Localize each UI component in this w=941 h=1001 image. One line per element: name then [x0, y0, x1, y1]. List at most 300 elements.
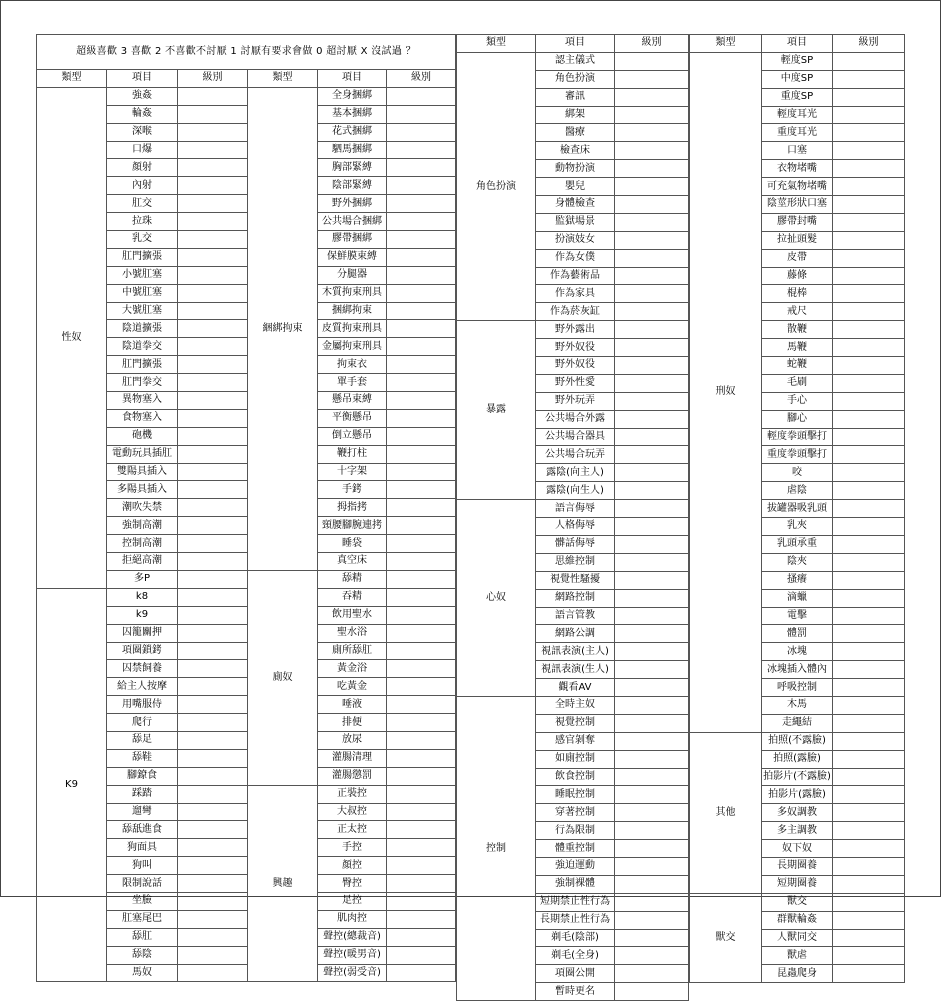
kink-item: 拘束衣	[318, 356, 387, 374]
kink-item: 肛門擴張	[107, 356, 178, 374]
rating-cell[interactable]	[833, 178, 905, 196]
kink-item: 中度SP	[762, 70, 833, 88]
rating-cell[interactable]	[833, 679, 905, 697]
kink-item: 真空床	[318, 553, 387, 571]
rating-cell[interactable]	[615, 285, 689, 303]
rating-cell[interactable]	[178, 749, 248, 767]
rating-cell[interactable]	[178, 535, 248, 553]
rating-cell[interactable]	[387, 767, 456, 785]
kink-item: 短期禁止性行為	[536, 893, 615, 911]
rating-cell[interactable]	[387, 696, 456, 714]
rating-cell[interactable]	[833, 446, 905, 464]
kink-item: 鞭打柱	[318, 445, 387, 463]
kink-item: 木馬	[762, 696, 833, 714]
rating-cell[interactable]	[615, 714, 689, 732]
kink-item: 給主人按摩	[107, 678, 178, 696]
rating-cell[interactable]	[833, 714, 905, 732]
rating-cell[interactable]	[833, 696, 905, 714]
rating-cell[interactable]	[833, 500, 905, 518]
rating-cell[interactable]	[833, 249, 905, 267]
rating-cell[interactable]	[387, 87, 456, 105]
header-row	[690, 35, 905, 53]
rating-cell[interactable]	[387, 946, 456, 964]
rating-cell[interactable]	[615, 142, 689, 160]
rating-cell[interactable]	[615, 374, 689, 392]
rating-cell[interactable]	[833, 893, 905, 911]
rating-cell[interactable]	[615, 607, 689, 625]
kink-item: 重度拳頭擊打	[762, 446, 833, 464]
rating-cell[interactable]	[833, 857, 905, 875]
rating-cell[interactable]	[387, 409, 456, 427]
kink-item: 陰道拳交	[107, 338, 178, 356]
rating-cell[interactable]	[387, 231, 456, 249]
kink-item: 踩踏	[107, 785, 178, 803]
rating-cell[interactable]	[615, 535, 689, 553]
rating-cell[interactable]	[833, 911, 905, 929]
kink-item: 狗叫	[107, 857, 178, 875]
rating-cell[interactable]	[833, 607, 905, 625]
rating-cell[interactable]	[178, 910, 248, 928]
kink-item: 吞精	[318, 588, 387, 606]
rating-cell[interactable]	[387, 731, 456, 749]
rating-cell[interactable]	[615, 553, 689, 571]
rating-cell[interactable]	[387, 374, 456, 392]
kink-item: 剃毛(陰部)	[536, 929, 615, 947]
rating-cell[interactable]	[615, 893, 689, 911]
kink-item: 遛彎	[107, 803, 178, 821]
kink-item: 舔足	[107, 731, 178, 749]
rating-cell[interactable]	[387, 892, 456, 910]
rating-cell[interactable]	[833, 518, 905, 536]
kink-item: 腳鐐食	[107, 767, 178, 785]
rating-cell[interactable]	[833, 124, 905, 142]
kink-item: 放尿	[318, 731, 387, 749]
kink-item: 露陰(向生人)	[536, 482, 615, 500]
rating-cell[interactable]	[615, 231, 689, 249]
rating-cell[interactable]	[615, 196, 689, 214]
left-kink-table	[36, 34, 456, 982]
kink-item: 拉扯頭髮	[762, 231, 833, 249]
rating-cell[interactable]	[615, 750, 689, 768]
rating-cell[interactable]	[833, 625, 905, 643]
rating-cell[interactable]	[387, 624, 456, 642]
rating-cell[interactable]	[833, 106, 905, 124]
kink-item: 保鮮膜束縛	[318, 248, 387, 266]
rating-cell[interactable]	[615, 88, 689, 106]
kink-item: 陰部緊縛	[318, 177, 387, 195]
kink-item: 手心	[762, 392, 833, 410]
kink-item: 拍影片(露臉)	[762, 786, 833, 804]
kink-item: 聲控(弱受音)	[318, 964, 387, 982]
kink-item: 群獸輪姦	[762, 911, 833, 929]
rating-cell[interactable]	[615, 464, 689, 482]
rating-cell[interactable]	[178, 570, 248, 588]
rating-cell[interactable]	[615, 679, 689, 697]
rating-cell[interactable]	[615, 357, 689, 375]
right-kink-table	[689, 34, 905, 983]
rating-cell[interactable]	[387, 785, 456, 803]
rating-cell[interactable]	[833, 392, 905, 410]
kink-item: 肛門拳交	[107, 374, 178, 392]
rating-cell[interactable]	[178, 463, 248, 481]
middle-kink-table	[456, 34, 689, 1001]
rating-cell[interactable]	[387, 159, 456, 177]
rating-cell[interactable]	[615, 249, 689, 267]
rating-cell[interactable]	[833, 357, 905, 375]
kink-item: 拔罐器吸乳頭	[762, 500, 833, 518]
rating-cell[interactable]	[833, 929, 905, 947]
rating-cell[interactable]	[178, 892, 248, 910]
kink-item: 昆蟲爬身	[762, 965, 833, 983]
rating-cell[interactable]	[178, 964, 248, 982]
rating-cell[interactable]	[387, 320, 456, 338]
rating-cell[interactable]	[615, 482, 689, 500]
rating-cell[interactable]	[178, 946, 248, 964]
rating-cell[interactable]	[833, 213, 905, 231]
kink-item: 髒話侮辱	[536, 535, 615, 553]
rating-cell[interactable]	[615, 52, 689, 70]
rating-cell[interactable]	[833, 822, 905, 840]
level-header: 級別	[178, 70, 248, 88]
kink-item: 毛刷	[762, 374, 833, 392]
kink-item: 散鞭	[762, 321, 833, 339]
kink-item: 強制高潮	[107, 517, 178, 535]
rating-cell[interactable]	[387, 284, 456, 302]
rating-cell[interactable]	[387, 588, 456, 606]
rating-cell[interactable]	[615, 822, 689, 840]
rating-cell[interactable]	[615, 392, 689, 410]
rating-cell[interactable]	[178, 302, 248, 320]
rating-cell[interactable]	[615, 857, 689, 875]
kink-item: 用嘴服侍	[107, 696, 178, 714]
rating-cell[interactable]	[387, 606, 456, 624]
rating-cell[interactable]	[833, 339, 905, 357]
kink-item: 綁架	[536, 106, 615, 124]
rating-cell[interactable]	[833, 947, 905, 965]
rating-cell[interactable]	[833, 786, 905, 804]
rating-cell[interactable]	[387, 195, 456, 213]
rating-cell[interactable]	[387, 517, 456, 535]
rating-cell[interactable]	[615, 786, 689, 804]
rating-cell[interactable]	[833, 52, 905, 70]
rating-cell[interactable]	[615, 965, 689, 983]
rating-cell[interactable]	[178, 767, 248, 785]
rating-cell[interactable]	[178, 678, 248, 696]
rating-cell[interactable]	[833, 303, 905, 321]
rating-cell[interactable]	[833, 374, 905, 392]
level-header: 級別	[387, 70, 456, 88]
rating-cell[interactable]	[178, 857, 248, 875]
rating-cell[interactable]	[833, 321, 905, 339]
rating-cell[interactable]	[387, 105, 456, 123]
rating-cell[interactable]	[833, 88, 905, 106]
rating-cell[interactable]	[178, 159, 248, 177]
rating-cell[interactable]	[387, 248, 456, 266]
rating-cell[interactable]	[387, 875, 456, 893]
table-row	[690, 52, 905, 70]
level-header: 級別	[615, 35, 689, 53]
kink-item: 肛塞尾巴	[107, 910, 178, 928]
kink-item: 排便	[318, 714, 387, 732]
rating-cell[interactable]	[387, 499, 456, 517]
kink-item: 全身捆綁	[318, 87, 387, 105]
rating-cell[interactable]	[833, 589, 905, 607]
rating-cell[interactable]	[833, 410, 905, 428]
rating-cell[interactable]	[615, 70, 689, 88]
rating-cell[interactable]	[615, 428, 689, 446]
rating-cell[interactable]	[387, 141, 456, 159]
rating-cell[interactable]	[833, 160, 905, 178]
rating-cell[interactable]	[615, 500, 689, 518]
kink-item: 馬鞭	[762, 339, 833, 357]
kink-item: 多陽具插入	[107, 481, 178, 499]
rating-cell[interactable]	[178, 553, 248, 571]
kink-item: 胸部緊縛	[318, 159, 387, 177]
rating-cell[interactable]	[615, 410, 689, 428]
rating-cell[interactable]	[178, 392, 248, 410]
rating-cell[interactable]	[615, 106, 689, 124]
kink-item: 黃金浴	[318, 660, 387, 678]
kink-item: 大號肛塞	[107, 302, 178, 320]
rating-cell[interactable]	[615, 303, 689, 321]
rating-cell[interactable]	[833, 535, 905, 553]
rating-cell[interactable]	[178, 731, 248, 749]
rating-cell[interactable]	[178, 517, 248, 535]
header-row	[457, 35, 689, 53]
rating-cell[interactable]	[615, 518, 689, 536]
rating-cell[interactable]	[178, 195, 248, 213]
rating-cell[interactable]	[615, 768, 689, 786]
rating-cell[interactable]	[178, 875, 248, 893]
rating-cell[interactable]	[615, 804, 689, 822]
rating-cell[interactable]	[178, 284, 248, 302]
rating-cell[interactable]	[387, 266, 456, 284]
rating-cell[interactable]	[178, 374, 248, 392]
rating-cell[interactable]	[178, 642, 248, 660]
kink-item: 輕度SP	[762, 52, 833, 70]
rating-cell[interactable]	[615, 983, 689, 1001]
rating-cell[interactable]	[387, 570, 456, 588]
rating-cell[interactable]	[833, 464, 905, 482]
kink-item: 公共場合外露	[536, 410, 615, 428]
rating-cell[interactable]	[178, 248, 248, 266]
kink-item: 陰莖形狀口塞	[762, 196, 833, 214]
category-label: K9	[37, 588, 107, 982]
rating-cell[interactable]	[178, 588, 248, 606]
rating-cell[interactable]	[615, 911, 689, 929]
rating-cell[interactable]	[833, 732, 905, 750]
rating-cell[interactable]	[178, 266, 248, 284]
rating-cell[interactable]	[178, 839, 248, 857]
rating-cell[interactable]	[178, 785, 248, 803]
rating-cell[interactable]	[178, 606, 248, 624]
kink-item: 腳心	[762, 410, 833, 428]
rating-cell[interactable]	[178, 320, 248, 338]
rating-cell[interactable]	[178, 87, 248, 105]
rating-cell[interactable]	[387, 302, 456, 320]
rating-cell[interactable]	[833, 70, 905, 88]
type-header: 類型	[457, 35, 536, 53]
rating-cell[interactable]	[833, 661, 905, 679]
kink-item: 口塞	[762, 142, 833, 160]
kink-item: 戒尺	[762, 303, 833, 321]
table-row	[457, 500, 689, 518]
rating-cell[interactable]	[387, 660, 456, 678]
rating-cell[interactable]	[833, 142, 905, 160]
rating-cell[interactable]	[833, 804, 905, 822]
rating-cell[interactable]	[615, 732, 689, 750]
rating-cell[interactable]	[615, 696, 689, 714]
rating-cell[interactable]	[178, 213, 248, 231]
rating-cell[interactable]	[178, 141, 248, 159]
kink-item: 電擊	[762, 607, 833, 625]
rating-cell[interactable]	[833, 965, 905, 983]
rating-cell[interactable]	[387, 123, 456, 141]
rating-cell[interactable]	[615, 875, 689, 893]
rating-cell[interactable]	[615, 124, 689, 142]
rating-cell[interactable]	[833, 267, 905, 285]
kink-item: 公共場合玩弄	[536, 446, 615, 464]
rating-cell[interactable]	[615, 571, 689, 589]
rating-cell[interactable]	[387, 392, 456, 410]
rating-cell[interactable]	[833, 482, 905, 500]
rating-cell[interactable]	[387, 213, 456, 231]
rating-cell[interactable]	[833, 875, 905, 893]
rating-cell[interactable]	[178, 105, 248, 123]
kink-item: 頸腰腳腕連拷	[318, 517, 387, 535]
kink-item: 人獸同交	[762, 929, 833, 947]
rating-cell[interactable]	[178, 928, 248, 946]
rating-cell[interactable]	[387, 535, 456, 553]
rating-cell[interactable]	[833, 428, 905, 446]
rating-cell[interactable]	[178, 409, 248, 427]
rating-cell[interactable]	[387, 356, 456, 374]
rating-cell[interactable]	[178, 356, 248, 374]
rating-cell[interactable]	[178, 445, 248, 463]
kink-item: 全時主奴	[536, 696, 615, 714]
rating-cell[interactable]	[387, 839, 456, 857]
kink-item: 囚禁飼養	[107, 660, 178, 678]
rating-cell[interactable]	[387, 481, 456, 499]
rating-cell[interactable]	[615, 213, 689, 231]
kink-item: 強迫運動	[536, 857, 615, 875]
rating-cell[interactable]	[833, 285, 905, 303]
rating-cell[interactable]	[387, 821, 456, 839]
kink-item: 角色扮演	[536, 70, 615, 88]
kink-item: 懸吊束縛	[318, 392, 387, 410]
rating-cell[interactable]	[387, 678, 456, 696]
rating-cell[interactable]	[387, 964, 456, 982]
rating-cell[interactable]	[178, 338, 248, 356]
rating-cell[interactable]	[615, 661, 689, 679]
rating-cell[interactable]	[178, 821, 248, 839]
kink-item: 穿著控制	[536, 804, 615, 822]
rating-cell[interactable]	[178, 714, 248, 732]
rating-cell[interactable]	[387, 928, 456, 946]
kink-item: 睡袋	[318, 535, 387, 553]
rating-cell[interactable]	[833, 750, 905, 768]
rating-cell[interactable]	[615, 625, 689, 643]
rating-cell[interactable]	[178, 660, 248, 678]
rating-cell[interactable]	[178, 624, 248, 642]
kink-item: 思維控制	[536, 553, 615, 571]
kink-item: 舔鞋	[107, 749, 178, 767]
kink-item: 食物塞入	[107, 409, 178, 427]
rating-cell[interactable]	[387, 642, 456, 660]
kink-item: k9	[107, 606, 178, 624]
kink-item: 足控	[318, 892, 387, 910]
kink-item: 舔陰	[107, 946, 178, 964]
rating-cell[interactable]	[387, 445, 456, 463]
rating-cell[interactable]	[615, 160, 689, 178]
rating-cell[interactable]	[178, 177, 248, 195]
rating-cell[interactable]	[833, 840, 905, 858]
kink-item: 多奴調教	[762, 804, 833, 822]
kink-item: 醫療	[536, 124, 615, 142]
kink-item: 乳夾	[762, 518, 833, 536]
rating-cell[interactable]	[615, 947, 689, 965]
rating-cell[interactable]	[387, 177, 456, 195]
rating-cell[interactable]	[833, 768, 905, 786]
rating-cell[interactable]	[833, 571, 905, 589]
rating-cell[interactable]	[387, 803, 456, 821]
rating-cell[interactable]	[615, 643, 689, 661]
kink-item: 多主調教	[762, 822, 833, 840]
rating-cell[interactable]	[178, 499, 248, 517]
rating-cell[interactable]	[387, 857, 456, 875]
rating-cell[interactable]	[833, 231, 905, 249]
rating-cell[interactable]	[387, 910, 456, 928]
kink-item: 異物塞入	[107, 392, 178, 410]
rating-cell[interactable]	[615, 267, 689, 285]
rating-cell[interactable]	[615, 321, 689, 339]
kink-item: 重度耳光	[762, 124, 833, 142]
kink-item: 平衡懸吊	[318, 409, 387, 427]
rating-cell[interactable]	[615, 840, 689, 858]
rating-cell[interactable]	[387, 714, 456, 732]
kink-item: 網路控制	[536, 589, 615, 607]
rating-cell[interactable]	[178, 803, 248, 821]
rating-cell[interactable]	[178, 123, 248, 141]
kink-item: 語言管教	[536, 607, 615, 625]
kink-item: 身體檢查	[536, 196, 615, 214]
rating-cell[interactable]	[833, 196, 905, 214]
rating-cell[interactable]	[178, 427, 248, 445]
rating-cell[interactable]	[615, 178, 689, 196]
rating-cell[interactable]	[178, 231, 248, 249]
kink-item: 野外奴役	[536, 339, 615, 357]
rating-cell[interactable]	[178, 696, 248, 714]
rating-cell[interactable]	[615, 446, 689, 464]
rating-cell[interactable]	[387, 553, 456, 571]
rating-cell[interactable]	[615, 589, 689, 607]
rating-cell[interactable]	[833, 553, 905, 571]
kink-item: 視覺控制	[536, 714, 615, 732]
kink-item: 行為限制	[536, 822, 615, 840]
kink-item: 聲控(暖男音)	[318, 946, 387, 964]
rating-cell[interactable]	[387, 749, 456, 767]
rating-cell[interactable]	[387, 463, 456, 481]
rating-cell[interactable]	[615, 339, 689, 357]
rating-cell[interactable]	[178, 481, 248, 499]
table-row	[37, 588, 456, 606]
rating-cell[interactable]	[615, 929, 689, 947]
rating-cell[interactable]	[833, 643, 905, 661]
kink-item: 認主儀式	[536, 52, 615, 70]
category-label: 廁奴	[248, 570, 318, 785]
rating-cell[interactable]	[387, 338, 456, 356]
rating-cell[interactable]	[387, 427, 456, 445]
